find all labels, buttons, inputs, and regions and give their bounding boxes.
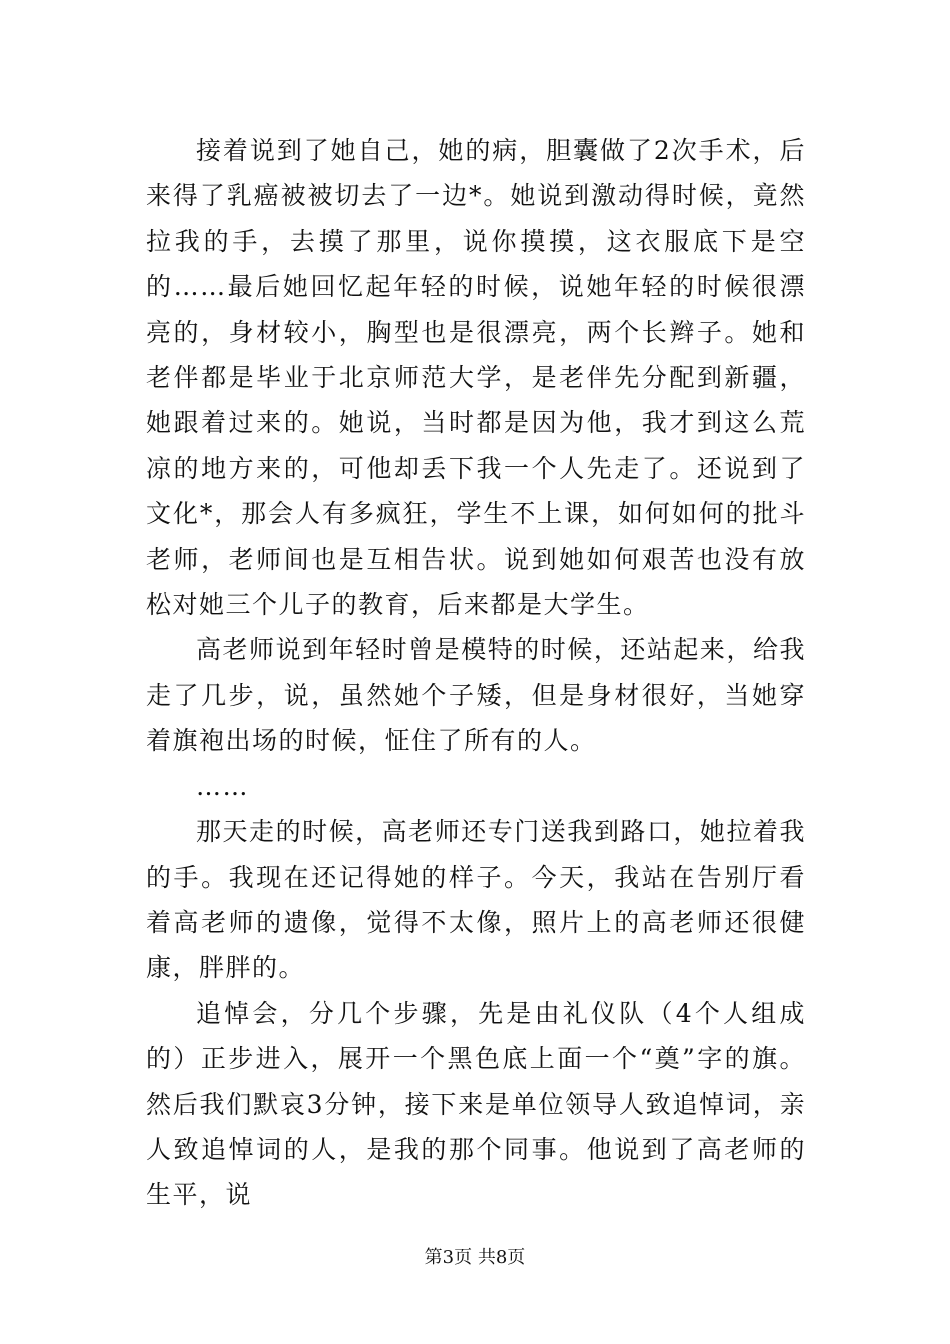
page-footer: 第3页 共8页 bbox=[424, 1247, 526, 1268]
paragraph-farewell: 那天走的时候，高老师还专门送我到路口，她拉着我的手。我现在还记得她的样子。今天，我站在告别厅看着高老师的遗像，觉得不太像，照片上的高老师还很健康，胖胖的。 bbox=[146, 817, 806, 983]
paragraph-ellipsis: …… bbox=[196, 771, 249, 801]
document-body bbox=[146, 128, 806, 1218]
paragraph-illness: 接着说到了她自己，她的病，胆囊做了2次手术，后来得了乳癌被被切去了一边*。她说到激动得时候，竟然拉我的手，去摸了那里，说你摸摸，这衣服底下是空的……最后她回忆起年轻的时候，说她年轻的时候很漂亮的，身材较小，胸型也是很漂亮，两个长辫子。她和老伴都是毕业于北京师范大学，是老伴先分配到新疆，她跟着过来的。她说，当时都是因为他，我才到这么荒凉的地方来的，可他却丢下我一个人先走了。还说到了文化*，那会人有多疯狂，学生不上课，如何如何的批斗老师，老师间也是互相告状。说到她如何艰苦也没有放松对她三个儿子的教育，后来都是大学生。 bbox=[146, 136, 806, 620]
paragraph-memorial: 追悼会，分几个步骤，先是由礼仪队（4个人组成的）正步进入，展开一个黑色底上面一个“奠”字的旗。然后我们默哀3分钟，接下来是单位领导人致追悼词，亲人致追悼词的人，是我的那个同事。他说到了高老师的生平，说 bbox=[146, 998, 806, 1210]
paragraph-model: 高老师说到年轻时曾是模特的时候，还站起来，给我走了几步，说，虽然她个子矮，但是身材很好，当她穿着旗袍出场的时候，怔住了所有的人。 bbox=[146, 635, 806, 756]
